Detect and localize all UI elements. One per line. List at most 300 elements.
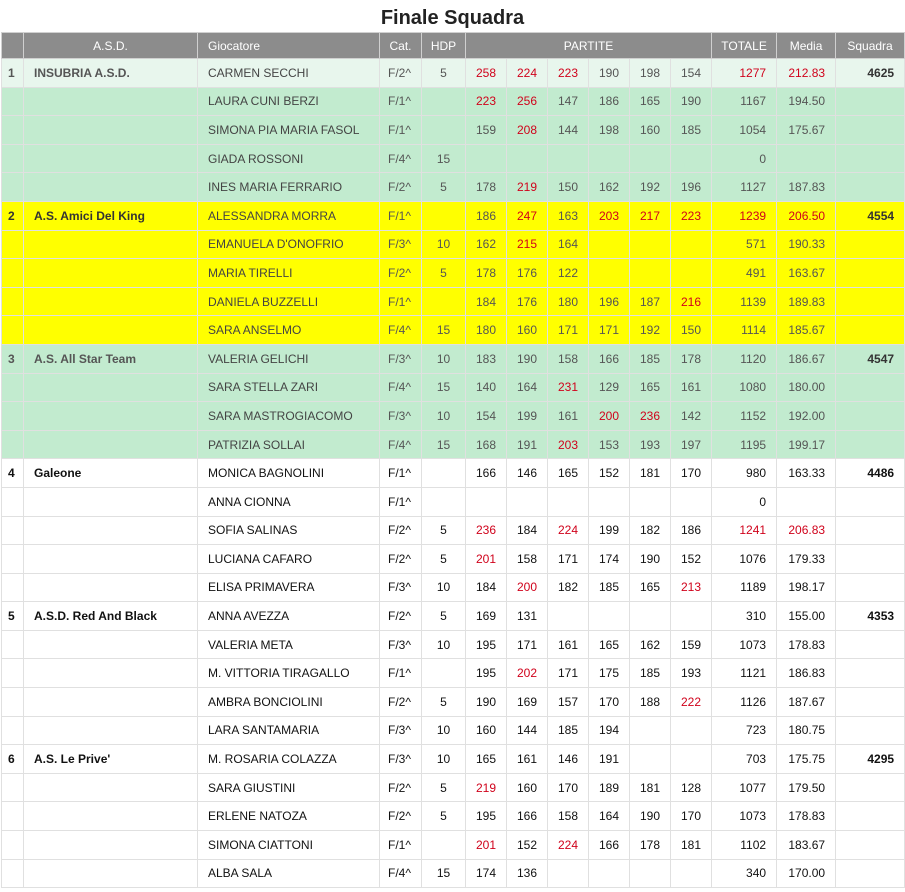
player-hdp (422, 487, 466, 516)
game-score (466, 144, 507, 173)
table-row (2, 402, 905, 431)
header-row (2, 33, 905, 59)
team-score (836, 287, 905, 316)
player-hdp: 10 (422, 230, 466, 259)
player-name: M. ROSARIA COLAZZA (198, 745, 380, 774)
game-score: 178 (466, 259, 507, 288)
player-category: F/4^ (380, 316, 422, 345)
player-name: VALERIA GELICHI (198, 344, 380, 373)
player-hdp: 15 (422, 373, 466, 402)
game-score (548, 487, 589, 516)
game-score: 185 (589, 573, 630, 602)
team-club (24, 688, 198, 717)
player-category: F/2^ (380, 173, 422, 202)
player-total: 1277 (712, 59, 777, 88)
team-score (836, 831, 905, 860)
player-hdp: 15 (422, 430, 466, 459)
player-category: F/2^ (380, 773, 422, 802)
team-position: 3 (2, 344, 24, 373)
team-club (24, 859, 198, 888)
game-score: 176 (507, 259, 548, 288)
standings-body (2, 59, 905, 888)
team-position (2, 430, 24, 459)
player-name: SARA ANSELMO (198, 316, 380, 345)
team-position (2, 402, 24, 431)
table-row (2, 259, 905, 288)
game-score: 171 (548, 659, 589, 688)
player-total: 1120 (712, 344, 777, 373)
game-score: 164 (507, 373, 548, 402)
table-row (2, 516, 905, 545)
player-hdp: 5 (422, 602, 466, 631)
game-score: 171 (548, 316, 589, 345)
player-category: F/4^ (380, 144, 422, 173)
game-score (671, 602, 712, 631)
game-score: 131 (507, 602, 548, 631)
game-score (671, 487, 712, 516)
team-club (24, 116, 198, 145)
game-score (507, 144, 548, 173)
team-position (2, 802, 24, 831)
header-games: PARTITE (466, 33, 712, 59)
game-score: 171 (589, 316, 630, 345)
game-score: 159 (466, 116, 507, 145)
player-total: 1077 (712, 773, 777, 802)
team-club (24, 402, 198, 431)
game-score: 223 (548, 59, 589, 88)
player-average: 189.83 (777, 287, 836, 316)
team-score: 4486 (836, 459, 905, 488)
player-name: ALBA SALA (198, 859, 380, 888)
player-category: F/3^ (380, 402, 422, 431)
player-name: ALESSANDRA MORRA (198, 201, 380, 230)
game-score (671, 716, 712, 745)
team-position: 1 (2, 59, 24, 88)
game-score: 199 (589, 516, 630, 545)
player-average: 185.67 (777, 316, 836, 345)
player-total: 1102 (712, 831, 777, 860)
player-name: SARA MASTROGIACOMO (198, 402, 380, 431)
header-player: Giocatore (198, 33, 380, 59)
player-name: EMANUELA D'ONOFRIO (198, 230, 380, 259)
team-position (2, 516, 24, 545)
team-club (24, 173, 198, 202)
team-score (836, 516, 905, 545)
game-score: 185 (630, 344, 671, 373)
team-score: 4625 (836, 59, 905, 88)
player-name: VALERIA META (198, 630, 380, 659)
player-total: 1189 (712, 573, 777, 602)
game-score: 223 (466, 87, 507, 116)
player-total: 1076 (712, 545, 777, 574)
game-score: 224 (548, 516, 589, 545)
game-score: 200 (589, 402, 630, 431)
player-category: F/1^ (380, 487, 422, 516)
team-score (836, 573, 905, 602)
game-score: 174 (589, 545, 630, 574)
game-score: 164 (589, 802, 630, 831)
player-name: ANNA AVEZZA (198, 602, 380, 631)
game-score: 162 (589, 173, 630, 202)
game-score: 194 (589, 716, 630, 745)
game-score: 188 (630, 688, 671, 717)
player-name: SIMONA PIA MARIA FASOL (198, 116, 380, 145)
game-score: 165 (548, 459, 589, 488)
table-row (2, 716, 905, 745)
game-score: 178 (466, 173, 507, 202)
game-score: 152 (507, 831, 548, 860)
player-hdp: 5 (422, 545, 466, 574)
player-category: F/4^ (380, 859, 422, 888)
header-total: TOTALE (712, 33, 777, 59)
game-score: 169 (507, 688, 548, 717)
player-average: 179.33 (777, 545, 836, 574)
player-average: 155.00 (777, 602, 836, 631)
game-score: 162 (630, 630, 671, 659)
team-position (2, 573, 24, 602)
team-position (2, 87, 24, 116)
game-score: 158 (548, 802, 589, 831)
player-category: F/2^ (380, 59, 422, 88)
game-score: 160 (466, 716, 507, 745)
game-score: 201 (466, 831, 507, 860)
team-score (836, 87, 905, 116)
game-score: 219 (466, 773, 507, 802)
team-position (2, 773, 24, 802)
game-score: 183 (466, 344, 507, 373)
team-position (2, 859, 24, 888)
player-category: F/2^ (380, 516, 422, 545)
team-club (24, 487, 198, 516)
game-score (630, 259, 671, 288)
game-score: 160 (507, 773, 548, 802)
player-average: 180.75 (777, 716, 836, 745)
player-category: F/3^ (380, 716, 422, 745)
team-score: 4554 (836, 201, 905, 230)
game-score: 191 (507, 430, 548, 459)
team-score (836, 773, 905, 802)
table-row (2, 831, 905, 860)
player-category: F/2^ (380, 545, 422, 574)
game-score: 182 (630, 516, 671, 545)
game-score: 146 (548, 745, 589, 774)
game-score: 181 (630, 773, 671, 802)
game-score: 166 (589, 831, 630, 860)
player-hdp (422, 659, 466, 688)
player-hdp: 5 (422, 688, 466, 717)
game-score: 256 (507, 87, 548, 116)
team-club (24, 831, 198, 860)
player-name: SIMONA CIATTONI (198, 831, 380, 860)
team-score: 4295 (836, 745, 905, 774)
game-score: 195 (466, 659, 507, 688)
team-position (2, 545, 24, 574)
team-position (2, 144, 24, 173)
game-score: 186 (466, 201, 507, 230)
player-average: 178.83 (777, 630, 836, 659)
player-total: 1195 (712, 430, 777, 459)
player-name: LAURA CUNI BERZI (198, 87, 380, 116)
game-score: 150 (671, 316, 712, 345)
player-total: 340 (712, 859, 777, 888)
game-score: 161 (548, 402, 589, 431)
player-name: PATRIZIA SOLLAI (198, 430, 380, 459)
game-score (589, 487, 630, 516)
game-score (507, 487, 548, 516)
player-total: 0 (712, 487, 777, 516)
player-name: ERLENE NATOZA (198, 802, 380, 831)
player-total: 491 (712, 259, 777, 288)
team-position (2, 659, 24, 688)
game-score: 178 (630, 831, 671, 860)
player-category: F/2^ (380, 688, 422, 717)
player-total: 1073 (712, 802, 777, 831)
game-score: 224 (548, 831, 589, 860)
game-score: 174 (466, 859, 507, 888)
game-score: 171 (507, 630, 548, 659)
table-row (2, 487, 905, 516)
game-score: 146 (507, 459, 548, 488)
team-score (836, 402, 905, 431)
header-avg: Media (777, 33, 836, 59)
team-score (836, 659, 905, 688)
team-position (2, 230, 24, 259)
player-hdp (422, 287, 466, 316)
team-club (24, 516, 198, 545)
player-hdp: 15 (422, 144, 466, 173)
team-club (24, 545, 198, 574)
player-hdp: 10 (422, 402, 466, 431)
game-score: 190 (466, 688, 507, 717)
player-name: ELISA PRIMAVERA (198, 573, 380, 602)
player-hdp: 10 (422, 716, 466, 745)
table-row (2, 802, 905, 831)
team-club (24, 659, 198, 688)
team-score (836, 144, 905, 173)
game-score (630, 859, 671, 888)
game-score: 178 (671, 344, 712, 373)
table-row (2, 230, 905, 259)
game-score: 170 (589, 688, 630, 717)
team-club (24, 716, 198, 745)
game-score (630, 716, 671, 745)
game-score: 180 (466, 316, 507, 345)
game-score: 180 (548, 287, 589, 316)
game-score (630, 230, 671, 259)
player-name: SARA GIUSTINI (198, 773, 380, 802)
game-score: 154 (466, 402, 507, 431)
player-category: F/1^ (380, 287, 422, 316)
team-club (24, 259, 198, 288)
game-score: 231 (548, 373, 589, 402)
table-row (2, 201, 905, 230)
game-score: 170 (548, 773, 589, 802)
player-average: 198.17 (777, 573, 836, 602)
table-row (2, 116, 905, 145)
header-team: Squadra (836, 33, 905, 59)
player-category: F/1^ (380, 201, 422, 230)
player-average: 212.83 (777, 59, 836, 88)
game-score: 186 (589, 87, 630, 116)
team-club: A.S. Le Prive' (24, 745, 198, 774)
team-score (836, 545, 905, 574)
team-club: A.S. Amici Del King (24, 201, 198, 230)
game-score: 168 (466, 430, 507, 459)
team-position (2, 716, 24, 745)
game-score: 192 (630, 173, 671, 202)
game-score: 219 (507, 173, 548, 202)
game-score: 216 (671, 287, 712, 316)
game-score: 184 (466, 287, 507, 316)
team-position (2, 831, 24, 860)
game-score: 258 (466, 59, 507, 88)
game-score: 128 (671, 773, 712, 802)
game-score: 203 (589, 201, 630, 230)
table-row (2, 316, 905, 345)
table-row (2, 545, 905, 574)
header-asd: A.S.D. (24, 33, 198, 59)
game-score: 181 (630, 459, 671, 488)
team-position (2, 116, 24, 145)
table-row (2, 573, 905, 602)
player-name: INES MARIA FERRARIO (198, 173, 380, 202)
game-score: 129 (589, 373, 630, 402)
player-average: 180.00 (777, 373, 836, 402)
game-score (548, 602, 589, 631)
game-score (630, 144, 671, 173)
game-score: 190 (630, 545, 671, 574)
game-score: 185 (548, 716, 589, 745)
player-name: MARIA TIRELLI (198, 259, 380, 288)
player-total: 1054 (712, 116, 777, 145)
team-position (2, 373, 24, 402)
player-average: 187.83 (777, 173, 836, 202)
table-row (2, 173, 905, 202)
game-score: 224 (507, 59, 548, 88)
game-score: 185 (671, 116, 712, 145)
game-score: 199 (507, 402, 548, 431)
game-score: 162 (466, 230, 507, 259)
player-total: 0 (712, 144, 777, 173)
table-row (2, 859, 905, 888)
game-score: 164 (548, 230, 589, 259)
team-position (2, 487, 24, 516)
game-score: 203 (548, 430, 589, 459)
team-club (24, 573, 198, 602)
player-category: F/3^ (380, 230, 422, 259)
game-score: 152 (589, 459, 630, 488)
game-score: 190 (589, 59, 630, 88)
player-name: SOFIA SALINAS (198, 516, 380, 545)
team-club (24, 373, 198, 402)
table-row (2, 87, 905, 116)
player-total: 1080 (712, 373, 777, 402)
player-average: 199.17 (777, 430, 836, 459)
header-hdp: HDP (422, 33, 466, 59)
team-position: 2 (2, 201, 24, 230)
team-score (836, 230, 905, 259)
game-score: 136 (507, 859, 548, 888)
player-name: AMBRA BONCIOLINI (198, 688, 380, 717)
game-score: 190 (671, 87, 712, 116)
player-category: F/1^ (380, 116, 422, 145)
player-hdp: 10 (422, 573, 466, 602)
game-score: 160 (507, 316, 548, 345)
game-score: 222 (671, 688, 712, 717)
header-cat: Cat. (380, 33, 422, 59)
player-name: DANIELA BUZZELLI (198, 287, 380, 316)
game-score: 202 (507, 659, 548, 688)
team-club (24, 773, 198, 802)
game-score (671, 230, 712, 259)
game-score (630, 745, 671, 774)
player-hdp: 5 (422, 516, 466, 545)
team-position (2, 316, 24, 345)
player-average (777, 144, 836, 173)
game-score: 150 (548, 173, 589, 202)
table-row (2, 773, 905, 802)
player-category: F/1^ (380, 87, 422, 116)
game-score: 189 (589, 773, 630, 802)
game-score: 159 (671, 630, 712, 659)
team-score (836, 688, 905, 717)
team-position (2, 688, 24, 717)
player-average: 170.00 (777, 859, 836, 888)
table-row (2, 373, 905, 402)
player-hdp: 10 (422, 745, 466, 774)
player-category: F/3^ (380, 573, 422, 602)
header-position (2, 33, 24, 59)
game-score: 122 (548, 259, 589, 288)
table-row (2, 344, 905, 373)
game-score: 208 (507, 116, 548, 145)
player-total: 1127 (712, 173, 777, 202)
table-row (2, 630, 905, 659)
player-average: 186.83 (777, 659, 836, 688)
player-category: F/2^ (380, 259, 422, 288)
player-average: 206.50 (777, 201, 836, 230)
game-score: 187 (630, 287, 671, 316)
player-name: CARMEN SECCHI (198, 59, 380, 88)
player-total: 1114 (712, 316, 777, 345)
team-score (836, 116, 905, 145)
game-score: 144 (507, 716, 548, 745)
game-score: 236 (630, 402, 671, 431)
player-average: 186.67 (777, 344, 836, 373)
team-club (24, 287, 198, 316)
table-row (2, 430, 905, 459)
game-score: 152 (671, 545, 712, 574)
team-club (24, 87, 198, 116)
player-hdp: 5 (422, 259, 466, 288)
game-score: 158 (548, 344, 589, 373)
game-score: 198 (589, 116, 630, 145)
game-score: 142 (671, 402, 712, 431)
player-average: 192.00 (777, 402, 836, 431)
game-score: 175 (589, 659, 630, 688)
game-score (589, 859, 630, 888)
game-score: 144 (548, 116, 589, 145)
player-hdp (422, 116, 466, 145)
game-score: 158 (507, 545, 548, 574)
player-name: ANNA CIONNA (198, 487, 380, 516)
player-average: 190.33 (777, 230, 836, 259)
game-score: 217 (630, 201, 671, 230)
game-score: 196 (589, 287, 630, 316)
player-category: F/2^ (380, 802, 422, 831)
game-score: 140 (466, 373, 507, 402)
player-name: LARA SANTAMARIA (198, 716, 380, 745)
